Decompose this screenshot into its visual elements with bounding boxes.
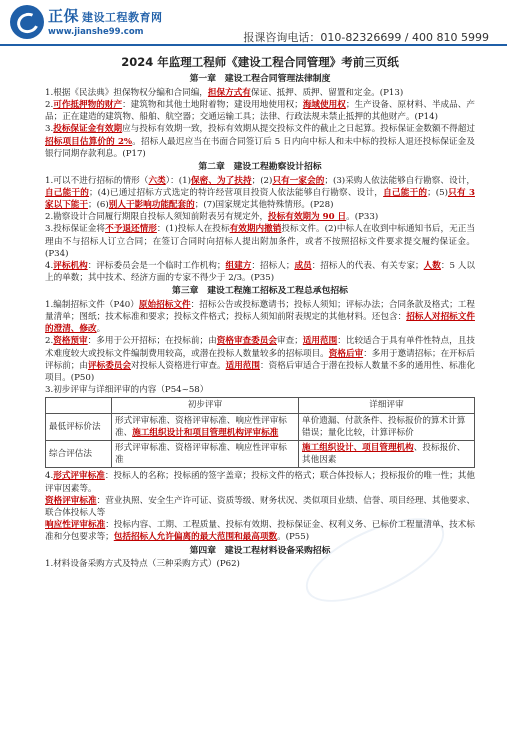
paragraph: 2.资格预审：多用于公开招标；在投标前；由资格审查委员会审查；适用范围：比较适合于具有单件性特点，且技术难度较大或投标文件编制费用较高，或潜在投标人数量较多的招标项目。资格后审：多用于邀请招标；在开标后评标前；由评标委员会对投标人资格进行审查。适用范围：资格后审适合于潜在投标人数量不多的通用性、标准化项目。(P50) — [45, 336, 475, 384]
table-cell: 单价遗漏、付款条件、投标报价的算术计算错误；量化比较，计算评标价 — [299, 413, 475, 440]
paragraph: 1.根据《民法典》担保物权分编和合同编，担保方式有保证、抵押、质押、留置和定金。(P13) — [45, 87, 404, 98]
brand — [48, 6, 163, 38]
paragraph: 3.初步评审与详细评审的内容（P54~58） — [45, 385, 209, 396]
brand-url: www.jianshe99.com — [48, 27, 144, 38]
table-cell: 综合评估法 — [46, 441, 112, 468]
paragraph: 响应性评审标准：投标内容、工期、工程质量、投标有效期、投标保证金、权利义务、已标价工程量清单、技术标准和分包要求等；包括招标人允许偏离的最大范围和最高项数。(P55) — [45, 520, 475, 543]
table-row — [46, 413, 475, 440]
review-comparison-table — [45, 397, 475, 468]
paragraph: 3.投标保证金有效期应与投标有效期一致，投标有效期从提交投标文件的截止之日起算。投标保证金数额不得超过招标项目估算价的 2%。招标人最迟应当在书面合同签订后 5 日内向中标人和未中标的投标人退还投标保证金及银行同期存款利息。(P17) — [45, 124, 476, 159]
chapter-1-heading: 第一章 建设工程合同管理法律制度 — [189, 74, 331, 85]
table-header-cell — [46, 398, 112, 413]
chapter-3-heading: 第三章 建设工程施工招标及工程总承包招标 — [172, 286, 348, 297]
table-cell: 施工组织设计、项目管理机构、投标报价、其他因素 — [299, 441, 475, 468]
paragraph: 1.编制招标文件（P40）原始招标文件：招标公告或投标邀请书；投标人须知；评标办法；合同条款及格式；工程量清单；图纸；技术标准和要求；投标文件格式；投标人须知前附表规定的其他材料。还包含：招标人对招标文件的澄清、修改。 — [45, 299, 475, 335]
paragraph: 2.勘察设计合同履行期限自投标人须知前附表另有规定外，投标有效期为 90 日。(P33) — [45, 212, 379, 223]
table-cell: 形式评审标准、资格评审标准、响应性评审标准、施工组织设计和项目管理机构评审标准 — [112, 413, 299, 440]
chapter-4-heading: 第四章 建设工程材料设备采购招标 — [189, 545, 331, 556]
brand-name: 正保 建设工程教育网 — [48, 7, 163, 25]
table-row — [46, 441, 475, 468]
table-cell: 最低评标价法 — [46, 413, 112, 440]
paragraph: 1.可以不进行招标的情形（六类）：(1)保密、为了扶持；(2)只有一家会的；(3)采购人依法能够自行勘察、设计，自己能干的；(4)已通过招标方式选定的特许经营项目投资人依法能够自行勘察、设计，自己能干的；(5)只有 3 家以下能干；(6)别人干影响功能配套的；(7)国家规定其他特殊情形。(P28) — [45, 175, 475, 210]
table-header-row — [46, 398, 475, 413]
hotline-text: 报课咨询电话：010-82326699 / 400 810 5999 — [243, 31, 489, 44]
table-header-cell: 详细评审 — [299, 398, 475, 413]
logo-icon — [10, 5, 44, 39]
document-title: 2024 年监理工程师《建设工程合同管理》考前三页纸 — [121, 55, 399, 69]
paragraph: 4.形式评审标准：投标人的名称；投标函的签字盖章；投标文件的格式；联合体投标人；投标报价的唯一性；其他评审因素等。 — [45, 471, 475, 494]
chapter-2-heading: 第二章 建设工程勘察设计招标 — [198, 162, 322, 173]
paragraph: 4.评标机构：评标委员会是一个临时工作机构；组建方：招标人；成员：招标人的代表、有关专家；人数：5 人以上的单数；其中技术、经济方面的专家不得少于 2/3。(P35) — [45, 260, 475, 284]
table-cell: 形式评审标准、资格评审标准、响应性评审标准 — [112, 441, 299, 468]
paragraph: 1.材料设备采购方式及特点（三种采购方式）(P62) — [45, 559, 240, 570]
paragraph: 2.可作抵押物的财产：建筑物和其他土地附着物；建设用地使用权；海域使用权；生产设备、原材料、半成品、产品；正在建造的建筑物、船舶、航空器；交通运输工具；法律、行政法规未禁止抵押的其他财产。(P14) — [45, 100, 475, 123]
paragraph: 3.投标保证金将不予退还情形：(1)投标人在投标有效期内撤销投标文件。(2)中标人在收到中标通知书后，无正当理由不与招标人订立合同；在签订合同时向招标人提出附加条件，或者不按照招标文件要求提交履约保证金。(P34) — [45, 224, 475, 259]
paragraph: 资格评审标准：营业执照、安全生产许可证、资质等级、财务状况、类似项目业绩、信誉、项目经理、其他要求、联合体投标人等 — [45, 495, 475, 519]
document-body — [45, 52, 475, 570]
table-header-cell: 初步评审 — [112, 398, 299, 413]
page-header — [0, 0, 507, 46]
